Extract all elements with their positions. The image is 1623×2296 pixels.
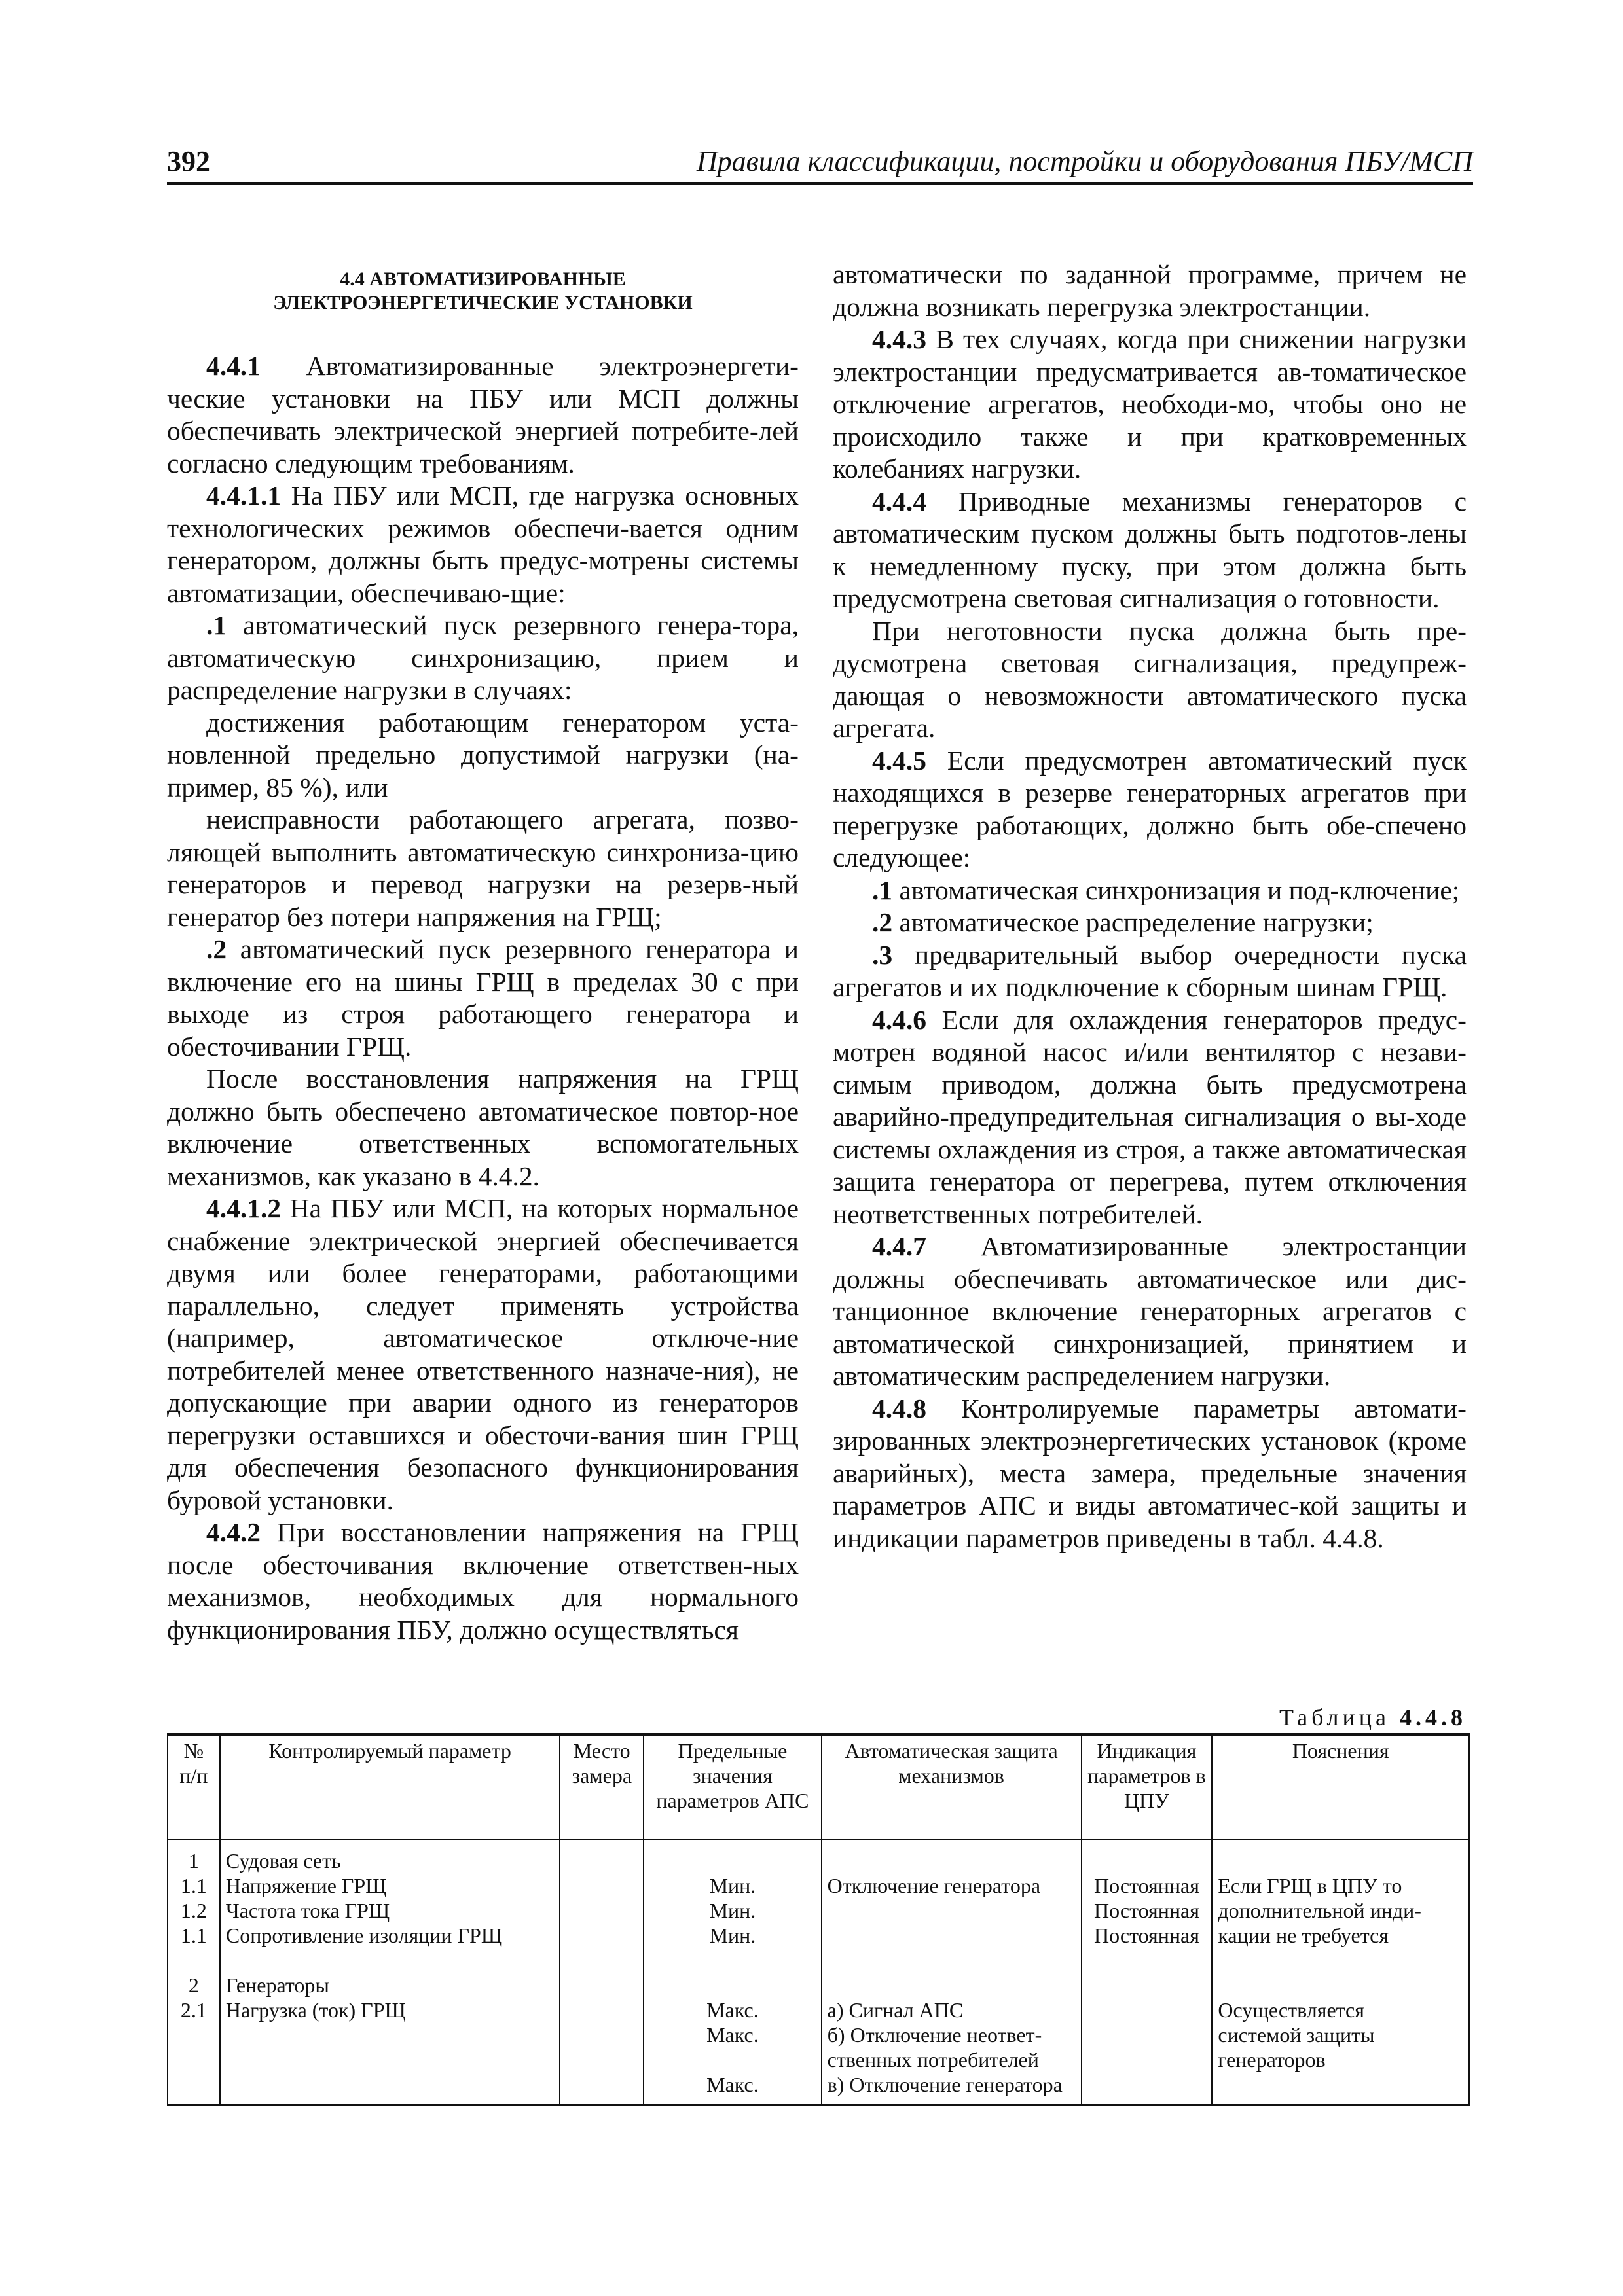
clause-number: 4.4.7 — [872, 1231, 926, 1261]
cell-line: Генераторы — [225, 1973, 329, 1997]
paragraph-text: При восстановлении напряжения на ГРЩ после обесточивания включение ответствен-ных механизмов, необходимых для нормального функционирования ПБУ, должно осуществляться — [167, 1517, 799, 1645]
paragraph — [167, 933, 799, 1063]
table-cell-limit — [644, 1840, 821, 2105]
paragraph-text: В тех случаях, когда при снижении нагрузки электростанции предусматривается ав-томатическое отключение агрегатов, необходи-мо, чтобы оно не происходило также и при кратковременных колебаниях нагрузки. — [833, 324, 1467, 484]
paragraph-text: неисправности работающего агрегата, позво-ляющей выполнить автоматическую синхрониза-цию генераторов и перевод нагрузки на резерв-ный генератор без потери напряжения на ГРЩ; — [167, 804, 799, 932]
paragraph — [833, 906, 1467, 939]
cell-line — [566, 1873, 638, 1898]
paragraph — [167, 1516, 799, 1646]
paragraph-text: автоматическая синхронизация и под-ключение; — [892, 874, 1460, 905]
header-limit: Предельные значения параметров АПС — [644, 1734, 821, 1840]
clause-number: .2 — [206, 934, 227, 964]
cell-line — [226, 2047, 554, 2072]
cell-line: а) Сигнал АПС — [827, 1998, 964, 2022]
cell-line — [1087, 1848, 1207, 1873]
cell-line — [566, 1973, 638, 1998]
header-indication: Индикация параметров в ЦПУ — [1082, 1734, 1213, 1840]
section-title-line2: ЭЛЕКТРОЭНЕРГЕТИЧЕСКИЕ УСТАНОВКИ — [273, 292, 693, 314]
clause-number: 4.4.8 — [872, 1393, 926, 1424]
cell-line — [173, 2047, 214, 2072]
page-header — [167, 143, 1473, 185]
paragraph-text: Автоматизированные электроэнергети-ческие установки на ПБУ или МСП должны обеспечивать электрической энергией потребите-лей согласно следующим требованиям. — [167, 351, 799, 478]
paragraph-text: На ПБУ или МСП, на которых нормальное снабжение электрической энергией обеспечивается двумя или более генераторами, работающими параллельно, следует применять устройства (например, автоматическое отключе-ние потребителей менее ответственного назначе-ния), не допускающие при аварии одного из генераторов перегрузки оставшихся и обесточи-вания шин ГРЩ для обеспечения безопасного функционирования буровой установки. — [167, 1193, 799, 1515]
paragraph-text: Автоматизированные электростанции должны обеспечивать автоматическое или дис-танционное включение генераторных агрегатов с автоматической синхронизацией, принятием и автоматическим распределением нагрузки. — [833, 1231, 1467, 1391]
cell-line — [1087, 1973, 1207, 1998]
clause-number: 4.4.6 — [872, 1004, 926, 1035]
cell-line — [226, 2022, 554, 2047]
table-caption-word: Таблица — [1279, 1704, 1400, 1731]
cell-line: Сопротивление изоляции ГРЩ — [225, 1924, 503, 1947]
table-cell-protect — [822, 1840, 1082, 2105]
clause-number: .2 — [872, 907, 893, 937]
paragraph — [833, 486, 1467, 615]
cell-line: генераторов — [1218, 2048, 1326, 2072]
cell-line — [649, 1848, 815, 1873]
parameters-table — [167, 1733, 1470, 2106]
cell-line — [226, 1948, 554, 1973]
cell-line: 1.1 — [180, 1924, 207, 1947]
paragraph-text: предварительный выбор очередности пуска агрегатов и их подключение к сборным шинам ГРЩ. — [833, 939, 1467, 1002]
cell-line: б) Отключение неответ- — [827, 2023, 1042, 2047]
cell-line — [566, 1998, 638, 2022]
clause-number: 4.4.1.2 — [206, 1193, 282, 1223]
cell-line — [649, 2047, 815, 2072]
cell-line — [649, 1973, 815, 1998]
paragraph-text: автоматический пуск резервного генератора и включение его на шины ГРЩ в пределах 30 с при выходе из строя работающего генератора и обесточивании ГРЩ. — [167, 934, 799, 1062]
paragraph-text: После восстановления напряжения на ГРЩ должно быть обеспечено автоматическое повтор-ное включение ответственных вспомогательных механизмов, как указано в 4.4.2. — [167, 1064, 799, 1191]
paragraph-text: На ПБУ или МСП, где нагрузка основных технологических режимов обеспечи-вается одним генератором, должны быть предус-мотрены системы автоматизации, обеспечиваю-щие: — [167, 480, 799, 608]
cell-line — [828, 1898, 1076, 1923]
cell-line — [566, 1848, 638, 1873]
running-title: Правила классификации, постройки и оборудования ПБУ/МСП — [696, 145, 1473, 177]
cell-line — [566, 1923, 638, 1948]
clause-number: 4.4.5 — [872, 745, 926, 776]
table-caption — [1113, 1704, 1467, 1731]
cell-line — [1218, 2072, 1463, 2097]
cell-line: дополнительной инди- — [1218, 1899, 1421, 1922]
paragraph — [833, 745, 1467, 874]
cell-line: Нагрузка (ток) ГРЩ — [225, 1998, 406, 2022]
cell-line — [566, 1898, 638, 1923]
table-header-row — [168, 1734, 1469, 1840]
header-notes: Пояснения — [1212, 1734, 1469, 1840]
cell-line — [1218, 1848, 1463, 1873]
cell-line: Макс. — [706, 2023, 759, 2047]
section-title-line1: 4.4 АВТОМАТИЗИРОВАННЫЕ — [340, 268, 626, 290]
paragraph — [833, 1230, 1467, 1393]
cell-line: Судовая сеть — [225, 1849, 341, 1873]
paragraph — [833, 874, 1467, 907]
paragraph — [167, 707, 799, 804]
table-cell-ind — [1082, 1840, 1213, 2105]
header-place: Место замера — [560, 1734, 644, 1840]
paragraph-text: достижения работающим генератором уста-новленной предельно допустимой нагрузки (на-пример, 85 %), или — [167, 707, 799, 802]
clause-number: 4.4.1 — [206, 351, 261, 381]
table-body — [168, 1840, 1469, 2105]
paragraph-text: Если предусмотрен автоматический пуск находящихся в резерве генераторных агрегатов при перегрузке работающих, должно быть обе-спечено следующее: — [833, 745, 1467, 872]
paragraph — [167, 350, 799, 480]
cell-line: Постоянная — [1093, 1874, 1199, 1897]
cell-line — [1218, 1973, 1463, 1998]
cell-line: Мин. — [709, 1924, 756, 1947]
paragraph-text: Если для охлаждения генераторов предус-мотрен водяной насос и/или вентилятор с незави-симым приводом, должна быть предусмотрена аварийно-предупредительная сигнализация о вы-ходе системы охлаждения из строя, а также автоматическая защита генератора от перегрева, путем отключения неответственных потребителей. — [833, 1004, 1467, 1229]
table-cell-n — [168, 1840, 220, 2105]
paragraph — [833, 1393, 1467, 1555]
header-protection: Автоматическая защита механизмов — [822, 1734, 1082, 1840]
cell-line — [173, 2022, 214, 2047]
cell-line — [566, 2047, 638, 2072]
clause-number: 4.4.1.1 — [206, 480, 282, 511]
cell-line — [828, 1948, 1076, 1973]
cell-line — [828, 1973, 1076, 1998]
clause-number: 4.4.3 — [872, 324, 926, 354]
cell-line: в) Отключение генератора — [827, 2073, 1063, 2096]
cell-line — [828, 1923, 1076, 1948]
cell-line: 2 — [188, 1973, 199, 1997]
clause-number: .1 — [872, 874, 893, 905]
left-column — [167, 259, 799, 1646]
table-cell-place — [560, 1840, 644, 2105]
left-paragraphs — [167, 350, 799, 1646]
paragraph — [833, 1004, 1467, 1231]
cell-line: Постоянная — [1093, 1899, 1199, 1922]
clause-number: .3 — [872, 939, 893, 970]
cell-line: Напряжение ГРЩ — [225, 1874, 387, 1897]
cell-line: Макс. — [706, 1998, 759, 2022]
paragraph — [833, 615, 1467, 745]
cell-line: Отключение генератора — [827, 1874, 1041, 1897]
cell-line: Если ГРЩ в ЦПУ то — [1218, 1874, 1402, 1897]
right-column — [833, 259, 1467, 1554]
cell-line — [1087, 2047, 1207, 2072]
cell-line: Мин. — [709, 1874, 756, 1897]
paragraph-text: При неготовности пуска должна быть пре-дусмотрена световая сигнализация, предупреж-дающая о невозможности автоматического пуска агрегата. — [833, 615, 1467, 743]
cell-line — [566, 2072, 638, 2097]
cell-line — [173, 1948, 214, 1973]
cell-line: Частота тока ГРЩ — [225, 1899, 390, 1922]
paragraph — [833, 323, 1467, 486]
paragraph-text: автоматическое распределение нагрузки; — [892, 907, 1374, 937]
paragraph — [167, 609, 799, 707]
paragraph — [167, 1063, 799, 1193]
paragraph-text: автоматически по заданной программе, причем не должна возникать перегрузка электростанции. — [833, 259, 1467, 322]
cell-line: 1.1 — [180, 1874, 207, 1897]
paragraph-text: Приводные механизмы генераторов с автоматическим пуском должны быть подготов-лены к немедленному пуску, при этом должна быть предусмотрена световая сигнализация о готовности. — [833, 486, 1467, 613]
parameters-table-wrap — [167, 1733, 1470, 2106]
cell-line: системой защиты — [1218, 2023, 1375, 2047]
cell-line — [566, 1948, 638, 1973]
paragraph-text: Контролируемые параметры автомати-зированных электроэнергетических установок (кроме аварийных), места замера, предельные значения параметров АПС и виды автоматичес-кой защиты и индикации параметров приведены в табл. 4.4.8. — [833, 1393, 1467, 1553]
paragraph — [833, 259, 1467, 323]
cell-line — [226, 2072, 554, 2097]
table-cell-param — [220, 1840, 560, 2105]
cell-line — [1087, 1948, 1207, 1973]
table-caption-number: 4.4.8 — [1400, 1704, 1467, 1731]
cell-line: Осуществляется — [1218, 1998, 1364, 2022]
cell-line — [1218, 1948, 1463, 1973]
clause-number: .1 — [206, 610, 227, 640]
paragraph — [167, 1193, 799, 1516]
cell-line: кации не требуется — [1218, 1924, 1389, 1947]
header-parameter: Контролируемый параметр — [220, 1734, 560, 1840]
paragraph-text: автоматический пуск резервного генера-тора, автоматическую синхронизацию, прием и распределение нагрузки в случаях: — [167, 610, 799, 705]
cell-line — [566, 2022, 638, 2047]
cell-line: 1 — [188, 1849, 199, 1873]
table-row — [168, 1840, 1469, 2105]
right-paragraphs — [833, 259, 1467, 1554]
paragraph — [833, 939, 1467, 1004]
cell-line — [173, 2072, 214, 2097]
cell-line: ственных потребителей — [827, 2048, 1039, 2072]
clause-number: 4.4.2 — [206, 1517, 261, 1547]
paragraph — [167, 804, 799, 933]
cell-line: Мин. — [709, 1899, 756, 1922]
header-number: № п/п — [168, 1734, 220, 1840]
cell-line: 1.2 — [180, 1899, 207, 1922]
cell-line — [649, 1948, 815, 1973]
cell-line — [828, 1848, 1076, 1873]
page-number: 392 — [167, 145, 210, 177]
cell-line — [1087, 1998, 1207, 2022]
cell-line — [1087, 2072, 1207, 2097]
cell-line: Макс. — [706, 2073, 759, 2096]
cell-line: 2.1 — [180, 1998, 207, 2022]
table-cell-note — [1212, 1840, 1469, 2105]
clause-number: 4.4.4 — [872, 486, 926, 516]
cell-line: Постоянная — [1093, 1924, 1199, 1947]
paragraph — [167, 480, 799, 609]
cell-line — [1087, 2022, 1207, 2047]
section-title — [167, 268, 799, 315]
